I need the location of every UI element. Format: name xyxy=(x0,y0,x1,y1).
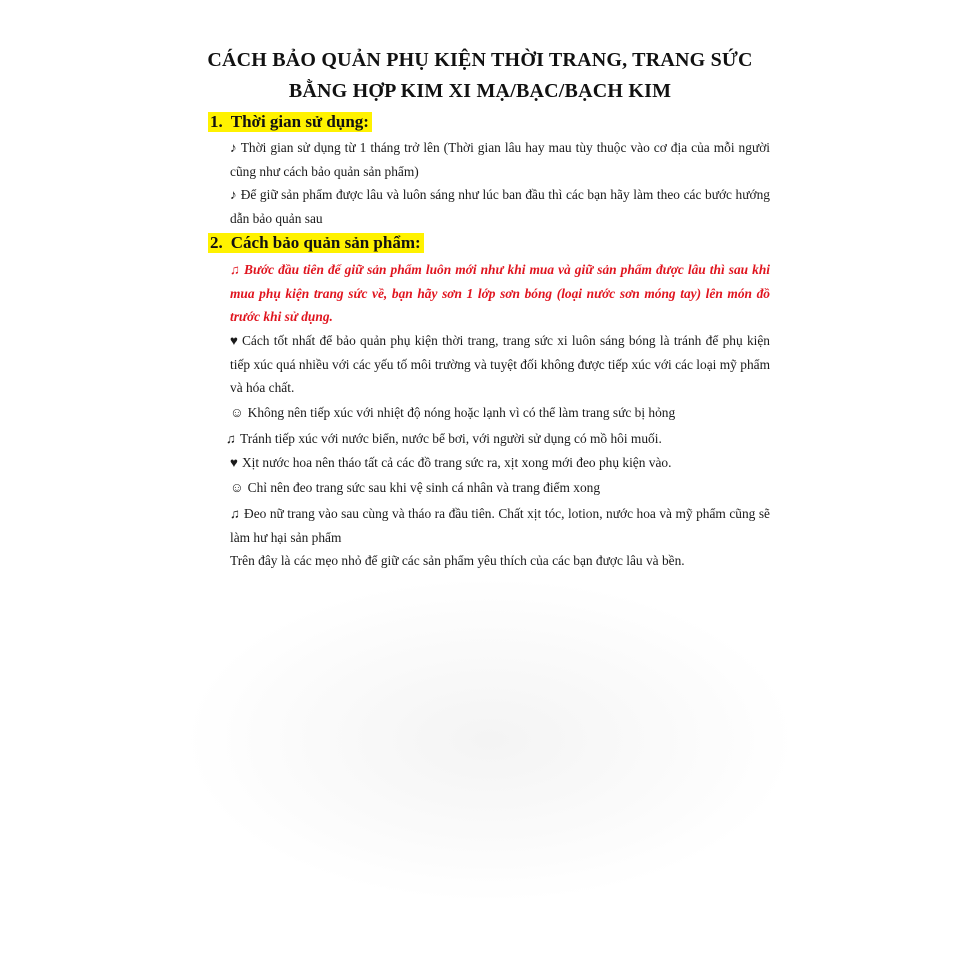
tip-item-1 xyxy=(230,401,790,425)
section-2-intro xyxy=(230,329,770,400)
tip-item-3 xyxy=(230,451,790,475)
closing-sentence: Trên đây là các mẹo nhỏ để giữ các sản phẩm yêu thích của các bạn được lâu và bền. xyxy=(230,553,685,568)
section-2-intro-text: Cách tốt nhất để bảo quản phụ kiện thời trang, trang sức xi luôn sáng bóng là tránh để phụ kiện tiếp xúc quá nhiều với các yếu tố môi trường và tuyệt đối không được tiếp xúc với các loại mỹ phẩm và hóa chất. xyxy=(230,333,770,395)
section-1-item-2 xyxy=(230,183,770,230)
section-1-item-2-text: Để giữ sản phẩm được lâu và luôn sáng như lúc ban đầu thì các bạn hãy làm theo các bước hướng dẫn bảo quản sau xyxy=(230,187,770,226)
tip-item-2-text: Tránh tiếp xúc với nước biển, nước bể bơi, với người sử dụng có mồ hôi muối. xyxy=(240,431,662,446)
tip-item-1-text: Không nên tiếp xúc với nhiệt độ nóng hoặc lạnh vì có thể làm trang sức bị hỏng xyxy=(247,405,676,420)
paper-shadow xyxy=(190,580,790,900)
smiley-icon: ☺ xyxy=(230,480,244,495)
section-2-title: Cách bảo quản sản phẩm: xyxy=(230,233,421,252)
beamed-notes-icon: ♫ xyxy=(230,506,241,521)
tip-item-3-text: Xịt nước hoa nên tháo tất cả các đồ trang sức ra, xịt xong mới đeo phụ kiện vào. xyxy=(241,455,672,470)
tip-item-4 xyxy=(230,476,790,500)
beamed-notes-icon: ♫ xyxy=(230,262,241,277)
heart-icon: ♥ xyxy=(230,455,238,470)
section-2-heading xyxy=(208,233,424,253)
section-1-item-1 xyxy=(230,136,770,183)
section-2-highlight-text: Bước đầu tiên để giữ sản phẩm luôn mới như khi mua và giữ sản phẩm được lâu thì sau khi mua phụ kiện trang sức về, bạn hãy sơn 1 lớp sơn bóng (loại nước sơn móng tay) lên món đồ trước khi sử dụng. xyxy=(230,262,770,324)
tip-item-2 xyxy=(226,427,786,451)
document-title-line-1: CÁCH BẢO QUẢN PHỤ KIỆN THỜI TRANG, TRANG SỨC xyxy=(207,49,753,71)
document-title-line-2: BẰNG HỢP KIM XI MẠ/BẠC/BẠCH KIM xyxy=(288,80,672,102)
section-1-item-1-text: Thời gian sử dụng từ 1 tháng trở lên (Thời gian lâu hay mau tùy thuộc vào cơ địa của mỗi người cũng như cách bảo quản sản phẩm) xyxy=(230,140,770,179)
heart-icon: ♥ xyxy=(230,333,238,348)
smiley-icon: ☺ xyxy=(230,405,244,420)
music-note-icon: ♪ xyxy=(230,187,237,202)
section-2-number: 2. xyxy=(210,233,223,252)
section-2-highlight-note xyxy=(230,258,770,329)
section-1-title: Thời gian sử dụng: xyxy=(230,112,369,131)
tip-item-5 xyxy=(230,502,770,549)
tip-item-4-text: Chỉ nên đeo trang sức sau khi vệ sinh cá nhân và trang điểm xong xyxy=(247,480,601,495)
section-1-number: 1. xyxy=(210,112,223,131)
section-1-heading xyxy=(208,112,372,132)
beamed-notes-icon: ♫ xyxy=(226,431,237,446)
music-note-icon: ♪ xyxy=(230,140,237,155)
tip-item-5-text: Đeo nữ trang vào sau cùng và tháo ra đầu tiên. Chất xịt tóc, lotion, nước hoa và mỹ phẩm cũng sẽ làm hư hại sản phẩm xyxy=(230,506,770,545)
